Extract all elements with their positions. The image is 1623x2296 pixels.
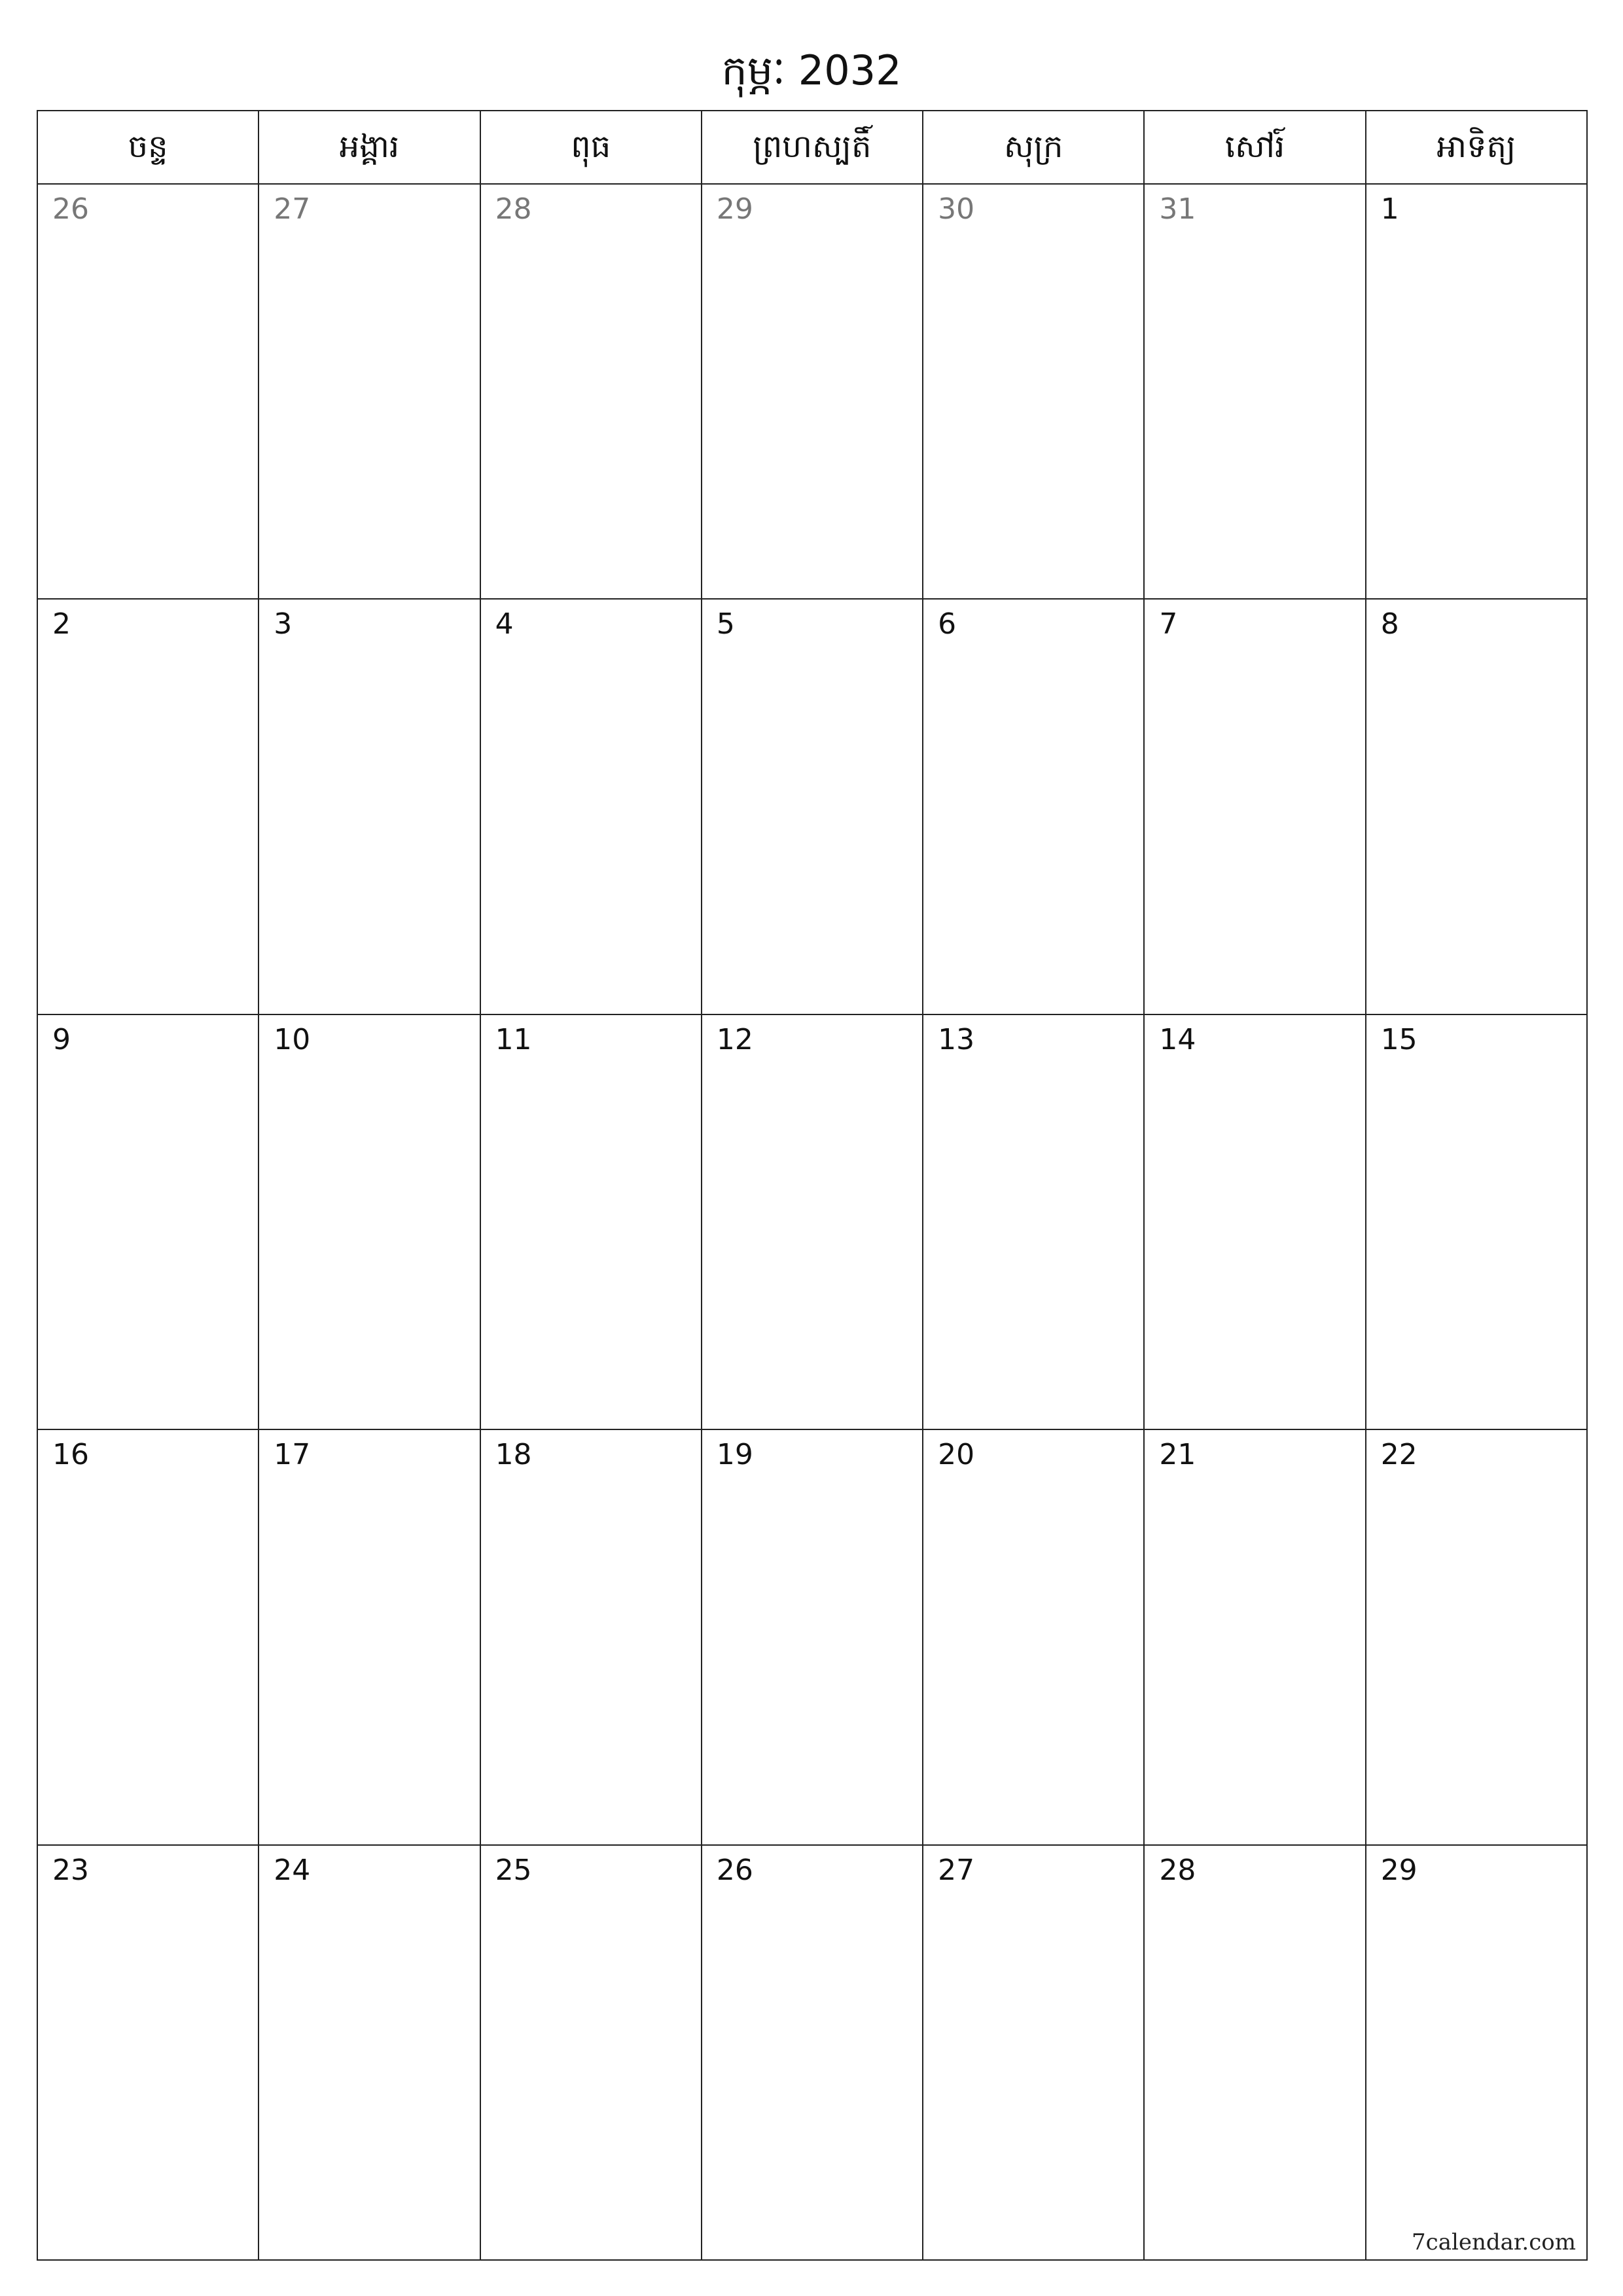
day-cell — [923, 1846, 1145, 2259]
day-cell — [1145, 600, 1366, 1013]
day-cell — [259, 600, 480, 1013]
weeks-container — [38, 185, 1586, 2259]
week-row — [38, 1430, 1586, 1845]
day-cell — [923, 1430, 1145, 1844]
week-row — [38, 600, 1586, 1014]
day-cell — [1366, 185, 1586, 598]
day-cell — [481, 1430, 702, 1844]
day-cell — [38, 1430, 259, 1844]
day-cell — [481, 1846, 702, 2259]
day-number: 11 — [495, 1022, 532, 1056]
day-number: 26 — [52, 192, 89, 226]
day-cell — [1145, 1846, 1366, 2259]
day-cell — [259, 1430, 480, 1844]
day-number: 3 — [274, 607, 293, 641]
day-cell-outside-month — [702, 185, 923, 598]
day-cell — [1145, 1430, 1366, 1844]
day-number: 27 — [938, 1853, 975, 1887]
day-number: 26 — [716, 1853, 753, 1887]
day-number: 25 — [495, 1853, 532, 1887]
weekday-header-friday: សុក្រ — [923, 111, 1145, 183]
day-number: 8 — [1380, 607, 1399, 641]
day-cell-outside-month — [38, 185, 259, 598]
day-number: 29 — [716, 192, 753, 226]
day-number: 1 — [1380, 192, 1399, 226]
day-number: 2 — [52, 607, 71, 641]
day-cell-outside-month — [481, 185, 702, 598]
day-number: 12 — [716, 1022, 753, 1056]
weekday-header-saturday: សៅរ៍ — [1145, 111, 1366, 183]
day-number: 20 — [938, 1438, 975, 1472]
day-number: 22 — [1380, 1438, 1418, 1472]
day-cell — [702, 1015, 923, 1429]
day-number: 9 — [52, 1022, 71, 1056]
day-number: 10 — [274, 1022, 311, 1056]
day-cell-outside-month — [1145, 185, 1366, 598]
day-cell — [1366, 600, 1586, 1013]
day-number: 27 — [274, 192, 311, 226]
day-number: 13 — [938, 1022, 975, 1056]
day-number: 14 — [1159, 1022, 1196, 1056]
weekday-header-sunday: អាទិត្យ — [1436, 128, 1516, 165]
week-row — [38, 1015, 1586, 1430]
day-number: 7 — [1159, 607, 1178, 641]
weekday-header-row — [38, 111, 1586, 185]
day-cell — [38, 1015, 259, 1429]
day-cell-outside-month — [259, 185, 480, 598]
day-cell — [923, 1015, 1145, 1429]
day-cell — [38, 600, 259, 1013]
day-number: 21 — [1159, 1438, 1196, 1472]
day-number: 15 — [1380, 1022, 1418, 1056]
day-number: 28 — [495, 192, 532, 226]
week-row — [38, 185, 1586, 600]
day-cell — [481, 1015, 702, 1429]
day-number: 24 — [274, 1853, 311, 1887]
page-title: កុម្ភៈ 2032 — [721, 46, 902, 94]
day-number: 31 — [1159, 192, 1196, 226]
weekday-header-tuesday: អង្គារ — [259, 111, 480, 183]
calendar-grid — [37, 110, 1588, 2261]
day-cell — [1366, 1015, 1586, 1429]
day-cell — [259, 1846, 480, 2259]
day-number: 5 — [716, 607, 735, 641]
day-cell — [702, 1846, 923, 2259]
day-number: 23 — [52, 1853, 89, 1887]
day-cell — [1145, 1015, 1366, 1429]
day-number: 28 — [1159, 1853, 1196, 1887]
day-cell — [1366, 1430, 1586, 1844]
day-cell — [923, 600, 1145, 1013]
day-cell — [1366, 1846, 1586, 2259]
day-number: 4 — [495, 607, 514, 641]
day-number: 29 — [1380, 1853, 1418, 1887]
day-number: 19 — [716, 1438, 753, 1472]
weekday-header-monday: ចន្ទ — [38, 111, 259, 183]
day-number: 18 — [495, 1438, 532, 1472]
day-cell — [702, 600, 923, 1013]
weekday-header-wednesday: ពុធ — [481, 111, 702, 183]
week-row — [38, 1846, 1586, 2259]
day-number: 6 — [938, 607, 957, 641]
day-number: 16 — [52, 1438, 89, 1472]
day-cell — [38, 1846, 259, 2259]
day-number: 17 — [274, 1438, 311, 1472]
weekday-header-thursday: ព្រហស្បតិ៍ — [702, 111, 923, 183]
watermark: 7calendar.com — [1412, 2229, 1576, 2255]
day-cell — [702, 1430, 923, 1844]
day-cell — [481, 600, 702, 1013]
day-number: 30 — [938, 192, 975, 226]
day-cell — [259, 1015, 480, 1429]
day-cell-outside-month — [923, 185, 1145, 598]
